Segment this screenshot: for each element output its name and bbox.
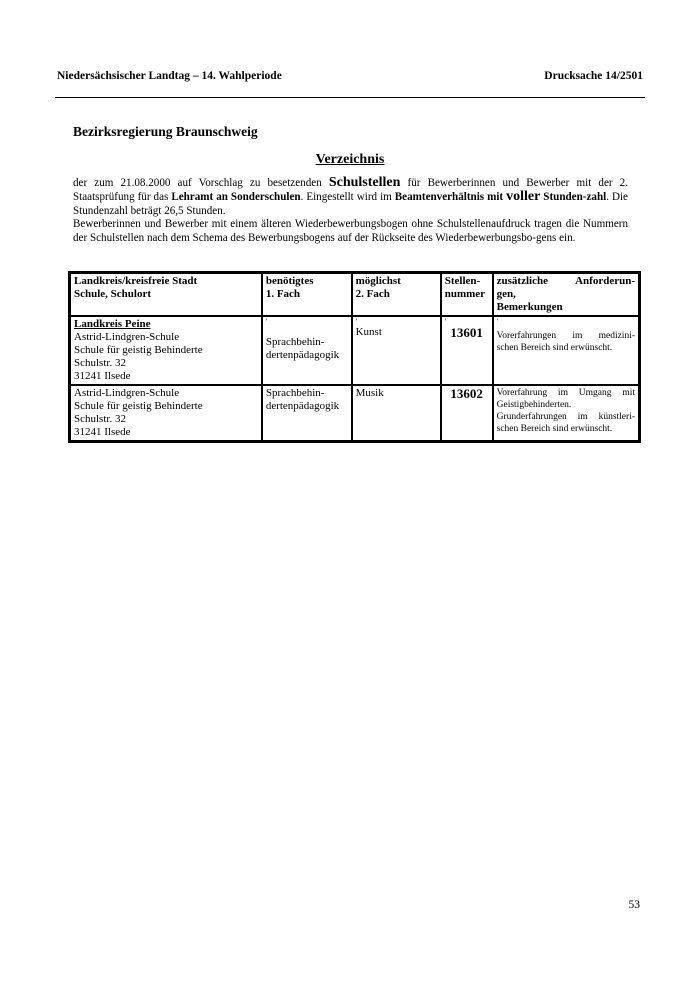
intro-p1-stundenzahl: Stunden-zahl <box>540 191 607 204</box>
header-rule <box>55 97 645 98</box>
intro-p1-e: . Eingestellt wird im <box>300 191 395 204</box>
header-remarks <box>493 273 639 316</box>
intro-p1-voller: voller <box>506 189 541 205</box>
vacancy-table <box>68 271 641 443</box>
header-col3-line1: möglichst <box>355 275 401 287</box>
intro-text <box>73 176 628 245</box>
header-col1-line2: Schule, Schulort <box>74 288 152 300</box>
subject1-line1: Sprachbehin- <box>265 336 325 348</box>
document-title <box>0 152 700 168</box>
subject2-cell <box>352 316 441 385</box>
intro-p1-beamten: Beamtenverhältnis mit <box>394 191 507 204</box>
school-type: Schule für geistig Behinderte <box>74 344 203 356</box>
intro-p1-i: . Die Stundenzahl beträgt 26,5 Stunden. <box>73 191 628 217</box>
subject2-value: Kunst <box>355 326 382 338</box>
school-city: 31241 Ilsede <box>74 370 131 382</box>
position-number: 13601 <box>450 325 483 340</box>
subject2-cell <box>352 385 441 441</box>
page-number: 53 <box>628 899 640 911</box>
remark-line1: Vorerfahrungen im medizini- <box>496 331 635 341</box>
remark-line3: Grunderfahrungen im künstleri- <box>496 412 635 422</box>
header-col5-word2: Anforderun- <box>575 275 635 287</box>
subject1-line2: dertenpädagogik <box>265 400 340 412</box>
header-position-number <box>441 273 493 316</box>
header-col2-line2: 1. Fach <box>265 288 301 300</box>
header-col4-line2: nummer <box>444 288 486 300</box>
school-name: Astrid-Lindgren-Schule <box>74 387 180 399</box>
header-col2-line1: benötigtes <box>265 275 314 287</box>
table-row <box>70 385 639 441</box>
remark-line2: Geistigbehinderten. <box>496 400 572 410</box>
subject1-line1: Sprachbehin- <box>265 387 325 399</box>
table-header-row <box>70 273 639 316</box>
header-col5-line2: gen, <box>496 288 516 300</box>
header-parliament: Niedersächsischer Landtag – 14. Wahlperiode <box>57 70 282 82</box>
header-document-number: Drucksache 14/2501 <box>544 70 643 82</box>
header-subject1 <box>262 273 352 316</box>
tick-mark: ' <box>496 317 499 326</box>
region-label: Landkreis Peine <box>74 318 151 330</box>
school-cell <box>70 316 262 385</box>
subject1-line2: dertenpädagogik <box>265 349 340 361</box>
header-district-school <box>70 273 262 316</box>
intro-p1-schulstellen: Schulstellen <box>328 175 401 190</box>
header-subject2 <box>352 273 441 316</box>
school-cell <box>70 385 262 441</box>
tick-mark: ' <box>444 317 447 326</box>
title-text: Verzeichnis <box>315 152 385 167</box>
school-city: 31241 Ilsede <box>74 426 131 438</box>
remark-line4: schen Bereich sind erwünscht. <box>496 424 613 434</box>
intro-p1-c: für Bewerberinnen und Bewerber mit der 2. Staatsprüfung für das <box>73 177 629 204</box>
intro-p1-a: der zum 21.08.2000 auf Vorschlag zu besetzenden <box>73 177 329 189</box>
intro-p1-lehramt: Lehramt an Sonderschulen <box>171 191 301 204</box>
tick-mark: ' <box>355 317 358 326</box>
header-col5-line1 <box>497 275 635 288</box>
position-number-cell <box>441 316 493 385</box>
remark-line2: schen Bereich sind erwünscht. <box>496 343 613 353</box>
position-number: 13602 <box>450 386 483 401</box>
tick-mark: ' <box>265 317 268 326</box>
table-row <box>70 316 639 385</box>
school-name: Astrid-Lindgren-Schule <box>74 331 180 343</box>
school-street: Schulstr. 32 <box>74 357 126 369</box>
school-type: Schule für geistig Behinderte <box>74 400 203 412</box>
subject2-value: Musik <box>355 387 384 399</box>
intro-paragraph-2: Bewerberinnen und Bewerber mit einem älteren Wiederbewerbungsbogen ohne Schulstellenaufdruck tragen die Nummern der Schulstellen nach dem Schema des Bewerbungsbogens auf der Rückseite des Wiederbewerbungsbo-gens ein. <box>73 218 628 244</box>
header-col1-line1: Landkreis/kreisfreie Stadt <box>74 275 198 287</box>
header-col5-line3: Bemerkungen <box>496 301 563 313</box>
header-col3-line2: 2. Fach <box>355 288 390 300</box>
remarks-cell <box>493 316 639 385</box>
subject1-cell <box>262 316 352 385</box>
remarks-cell <box>493 385 639 441</box>
intro-paragraph-1 <box>73 176 628 218</box>
authority-heading: Bezirksregierung Braunschweig <box>73 124 258 139</box>
header-col5-word1: zusätzliche <box>496 275 548 287</box>
remark-line1: Vorerfahrung im Umgang mit <box>496 388 635 398</box>
subject1-cell <box>262 385 352 441</box>
header-col4-line1: Stellen- <box>444 275 481 287</box>
school-street: Schulstr. 32 <box>74 413 126 425</box>
position-number-cell <box>441 385 493 441</box>
